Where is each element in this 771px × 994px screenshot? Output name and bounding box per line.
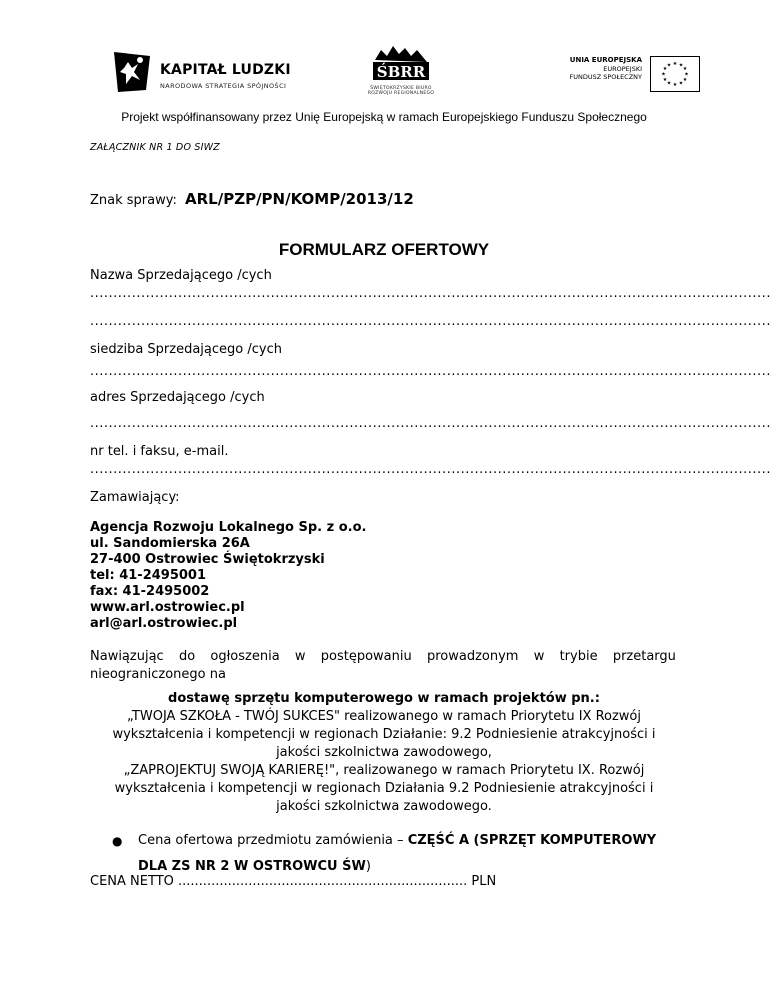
phone-field[interactable]: ................................................................................................................................................... <box>90 462 771 477</box>
kapital-ludzki-flag-icon <box>112 50 152 94</box>
case-reference <box>90 190 414 208</box>
sbrr-name: ŚBRR <box>376 63 426 81</box>
subject-line: „ZAPROJEKTUJ SWOJĄ KARIERĘ!", realizowanego w ramach Priorytetu IX. Rozwój <box>123 763 645 778</box>
bullet-part-cont: DLA ZS NR 2 W OSTROWCU ŚW <box>138 859 366 874</box>
buyer-address <box>90 520 366 632</box>
bullet-close: ) <box>365 859 371 874</box>
eu-flag-icon <box>650 56 700 92</box>
seller-address-field[interactable]: ................................................................................................................................................... <box>90 416 771 431</box>
seller-seat-label: siedziba Sprzedającego /cych <box>90 342 282 357</box>
phone-label: nr tel. i faksu, e-mail. <box>90 444 229 459</box>
svg-text:★: ★ <box>684 71 689 78</box>
svg-text:★: ★ <box>662 66 668 72</box>
intro-line-1 <box>90 648 676 666</box>
intro-word: ogłoszenia <box>210 649 280 664</box>
sbrr-emblem-icon <box>369 44 433 86</box>
eu-logo <box>560 56 700 100</box>
sbrr-subtitle-2: ROZWOJU REGIONALNEGO <box>367 91 435 96</box>
intro-paragraph <box>90 648 676 684</box>
case-label: Znak sprawy: <box>90 193 177 208</box>
buyer-label: Zamawiający: <box>90 490 180 505</box>
subject-line: jakości szkolnictwa zawodowego. <box>276 799 492 814</box>
svg-text:★: ★ <box>666 80 672 87</box>
svg-text:★: ★ <box>682 66 688 72</box>
svg-text:★: ★ <box>682 77 688 83</box>
intro-word: przetargu <box>612 649 676 664</box>
subject-line: „TWOJA SZKOŁA - TWÓJ SUKCES" realizowanego w ramach Priorytetu IX Rozwój <box>126 709 642 724</box>
svg-text:★: ★ <box>662 77 668 83</box>
kapital-ludzki-title: KAPITAŁ LUDZKI <box>160 62 291 78</box>
svg-text:★: ★ <box>678 80 684 87</box>
kapital-ludzki-logo <box>112 44 292 114</box>
attachment-label: ZAŁĄCZNIK NR 1 DO SIWZ <box>90 142 220 153</box>
seller-seat-field[interactable]: ................................................................................................................................................... <box>90 364 771 379</box>
intro-word: do <box>178 649 196 664</box>
buyer-street: ul. Sandomierska 26A <box>90 536 250 551</box>
seller-address-label: adres Sprzedającego /cych <box>90 390 265 405</box>
subject-line: jakości szkolnictwa zawodowego, <box>276 745 492 760</box>
bullet-line-1 <box>138 828 656 854</box>
svg-text:★: ★ <box>661 71 666 78</box>
intro-word: postępowaniu <box>320 649 412 664</box>
bullet-part: CZĘŚĆ A (SPRZĘT KOMPUTEROWY <box>407 833 657 848</box>
sbrr-subtitle-1: ŚWIĘTOKRZYSKIE BIURO <box>370 86 432 91</box>
bullet-icon: ● <box>112 834 123 848</box>
seller-name-field[interactable]: ................................................................................................................................................... <box>90 286 771 301</box>
sbrr-logo <box>356 44 446 106</box>
subject-line: wykształcenia i kompetencji w regionach Działania 9.2 Podniesienie atrakcyjności i <box>114 781 654 796</box>
case-number: ARL/PZP/PN/KOMP/2013/12 <box>185 190 414 208</box>
buyer-fax: fax: 41-2495002 <box>90 584 210 599</box>
eu-text <box>569 56 642 82</box>
net-price-line <box>90 874 496 889</box>
buyer-city: 27-400 Ostrowiec Świętokrzyski <box>90 552 325 567</box>
seller-name-field-2[interactable]: ................................................................................................................................................... <box>90 314 771 329</box>
net-price-unit: PLN <box>471 874 497 889</box>
buyer-tel: tel: 41-2495001 <box>90 568 207 583</box>
form-title: FORMULARZ OFERTOWY <box>278 240 490 259</box>
net-price-field[interactable]: ...................................................................... <box>178 874 468 889</box>
svg-text:★: ★ <box>672 82 678 88</box>
buyer-name: Agencja Rozwoju Lokalnego Sp. z o.o. <box>90 520 367 535</box>
subject-line: wykształcenia i kompetencji w regionach Działanie: 9.2 Podniesienie atrakcyjności i <box>112 727 656 742</box>
eu-title: UNIA EUROPEJSKA <box>569 56 642 64</box>
svg-text:★: ★ <box>666 62 672 69</box>
project-cofinancing-line: Projekt współfinansowany przez Unię Europejską w ramach Europejskiego Funduszu Społecznego <box>121 110 647 124</box>
eu-line-1: EUROPEJSKI <box>603 64 642 73</box>
net-price-label: CENA NETTO <box>90 874 174 889</box>
svg-text:★: ★ <box>672 61 678 67</box>
seller-name-label: Nazwa Sprzedającego /cych <box>90 268 272 283</box>
intro-word: prowadzonym <box>426 649 519 664</box>
bullet-text: Cena ofertowa przedmiotu zamówienia – <box>138 833 404 848</box>
intro-word: trybie <box>559 649 598 664</box>
buyer-www: www.arl.ostrowiec.pl <box>90 600 245 615</box>
intro-word: w <box>533 649 545 664</box>
kapital-ludzki-subtitle: NARODOWA STRATEGIA SPÓJNOŚCI <box>160 82 287 90</box>
intro-word: w <box>294 649 306 664</box>
subject-heading: dostawę sprzętu komputerowego w ramach projektów pn.: <box>168 691 600 706</box>
eu-line-2: FUNDUSZ SPOŁECZNY <box>569 73 642 81</box>
buyer-email: arl@arl.ostrowiec.pl <box>90 616 238 631</box>
intro-line-2: nieograniczonego na <box>90 667 226 682</box>
intro-word: Nawiązując <box>90 649 164 664</box>
svg-text:★: ★ <box>678 62 684 69</box>
subject-block <box>84 690 684 816</box>
